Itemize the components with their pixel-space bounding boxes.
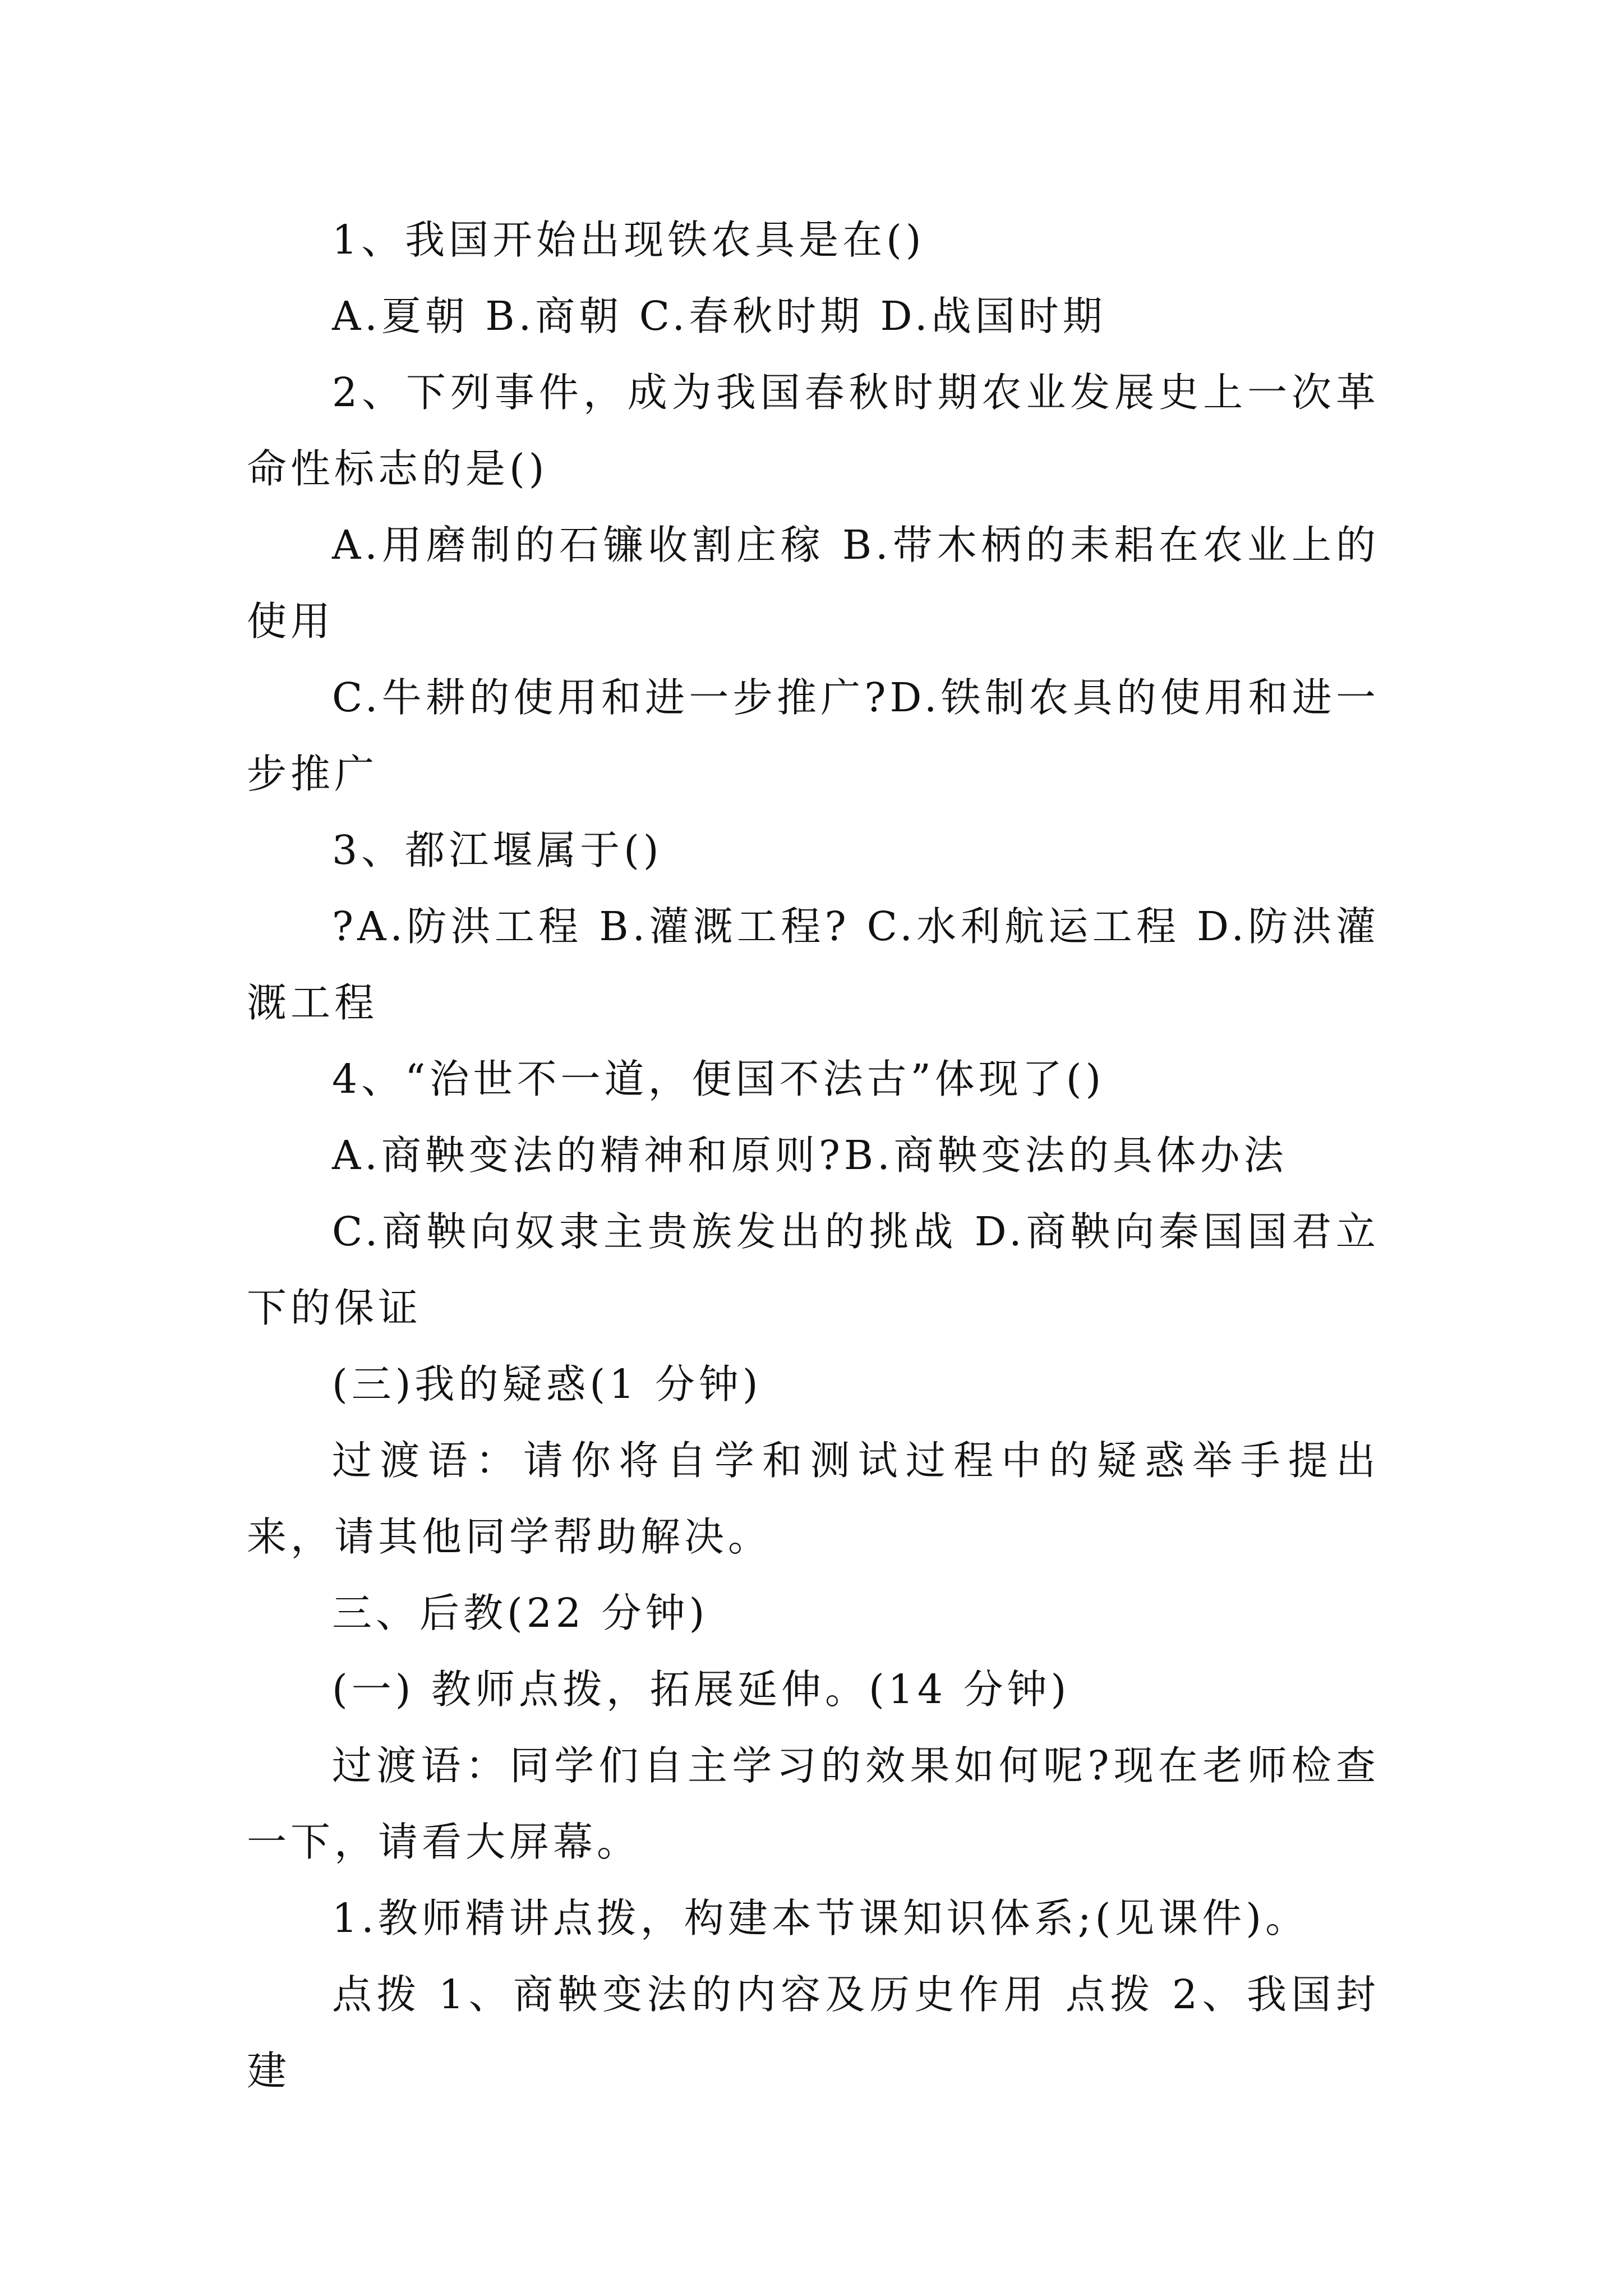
question-3: 3、都江堰属于() [332,827,663,873]
question-4-options-cd: C.商鞅向奴隶主贵族发出的挑战 D.商鞅向秦国国君立下的保证 [247,1208,1380,1331]
question-4-options-ab: A.商鞅变法的精神和原则?B.商鞅变法的具体办法 [332,1132,1288,1179]
guidance-points: 点拨 1、商鞅变法的内容及历史作用 点拨 2、我国封建 [247,1971,1380,2094]
question-1: 1、我国开始出现铁农具是在() [332,217,925,263]
question-2: 2、下列事件，成为我国春秋时期农业发展史上一次革命性标志的是() [247,369,1380,492]
question-2-options-ab: A.用磨制的石镰收割庄稼 B.带木柄的耒耜在农业上的使用 [247,522,1380,645]
subsection-teacher-guidance-heading: (一) 教师点拨，拓展延伸。(14 分钟) [332,1666,1071,1713]
section-doubts-heading: (三)我的疑惑(1 分钟) [332,1361,762,1407]
question-3-options: ?A.防洪工程 B.灌溉工程? C.水利航运工程 D.防洪灌溉工程 [247,903,1380,1026]
item-knowledge-system: 1.教师精讲点拨，构建本节课知识体系;(见课件)。 [332,1895,1310,1941]
question-2-options-cd: C.牛耕的使用和进一步推广?D.铁制农具的使用和进一步推广 [247,674,1380,797]
document-body [247,202,1380,2109]
transition-doubts: 过渡语：请你将自学和测试过程中的疑惑举手提出来，请其他同学帮助解决。 [247,1437,1380,1560]
question-4: 4、“治世不一道，便国不法古”体现了() [332,1056,1105,1102]
transition-check: 过渡语：同学们自主学习的效果如何呢?现在老师检查一下，请看大屏幕。 [247,1742,1380,1865]
question-1-options: A.夏朝 B.商朝 C.春秋时期 D.战国时期 [332,293,1106,339]
section-after-teaching-heading: 三、后教(22 分钟) [332,1590,709,1636]
